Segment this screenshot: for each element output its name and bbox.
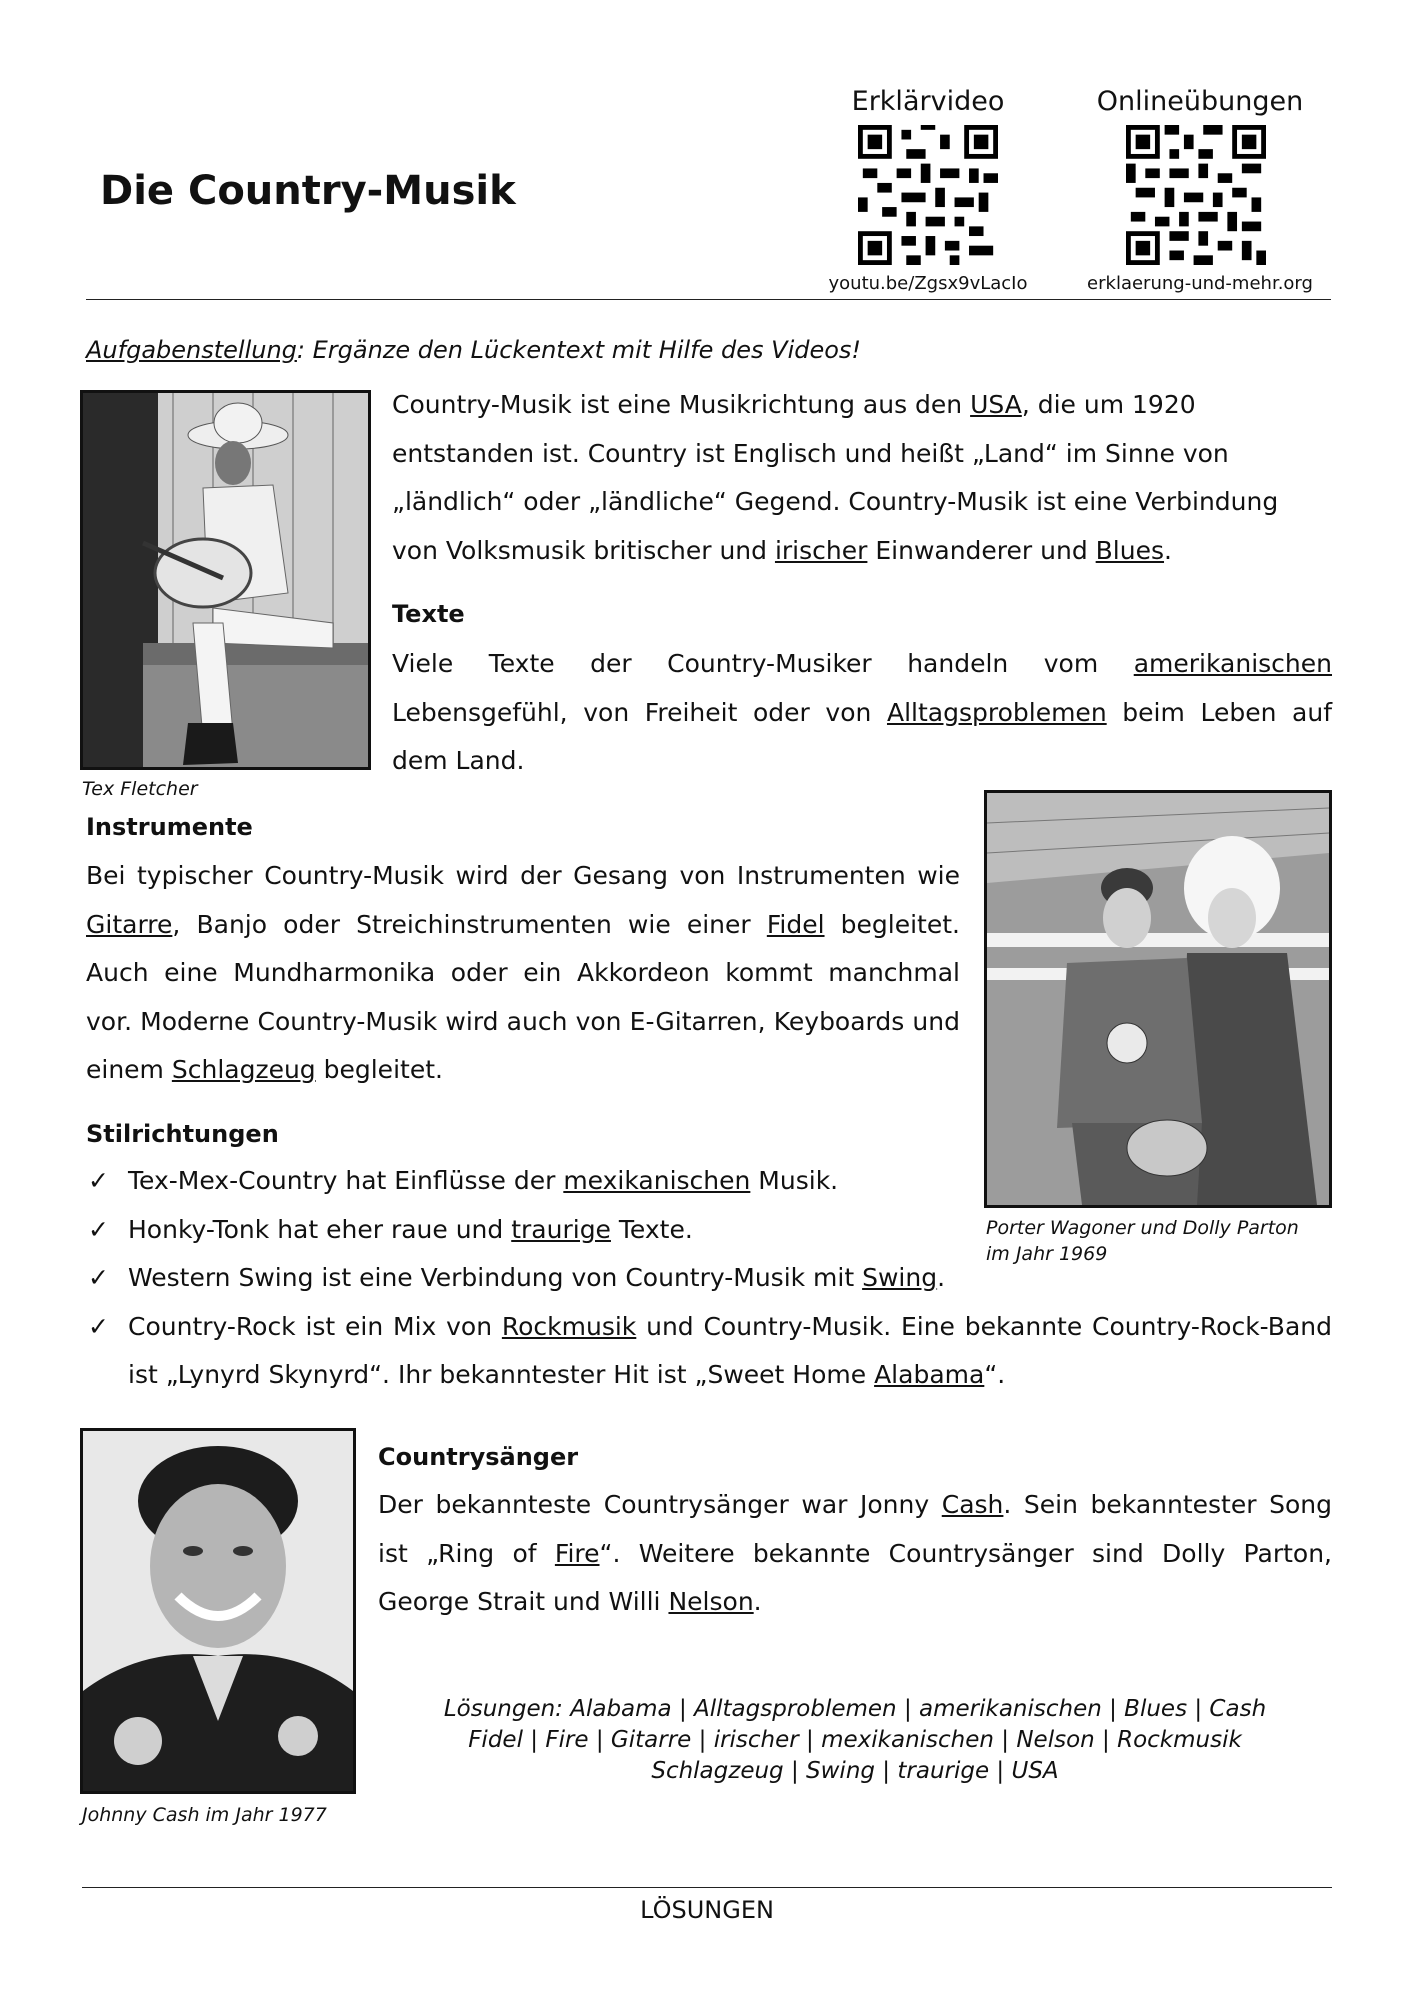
solutions-line-2: Fidel | Fire | Gitarre | irischer | mexikanischen | Nelson | Rockmusik (468, 1727, 1242, 1753)
answer-mexikanischen: mexikanischen (563, 1166, 751, 1195)
solutions-box (378, 1694, 1332, 1787)
list-item: ✓ Honky-Tonk hat eher raue und traurige Texte. (86, 1206, 1332, 1255)
checkmark-icon: ✓ (88, 1214, 109, 1244)
answer-nelson: Nelson (668, 1587, 754, 1616)
duo-portrait-image (987, 793, 1329, 1205)
stilrichtungen-list (86, 1157, 1332, 1400)
qr-exercise-url[interactable]: erklaerung-und-mehr.org (1087, 273, 1313, 294)
photo-johnny-cash (80, 1428, 356, 1794)
singer-portrait-image (83, 1431, 353, 1791)
caption-tex-fletcher: Tex Fletcher (82, 778, 198, 800)
caption-wagoner-parton-line1: Porter Wagoner und Dolly Parton (986, 1217, 1299, 1239)
heading-countrysaenger: Countrysänger (378, 1443, 579, 1471)
answer-swing: Swing (862, 1263, 938, 1292)
answer-gitarre: Gitarre (86, 909, 173, 939)
solutions-line-1: Lösungen: Alabama | Alltagsproblemen | amerikanischen | Blues | Cash (443, 1696, 1267, 1722)
footer-label: LÖSUNGEN (640, 1896, 774, 1924)
qr-video-url[interactable]: youtu.be/Zgsx9vLacIo (828, 273, 1028, 294)
cowboy-guitar-image (83, 393, 368, 767)
photo-wagoner-parton (984, 790, 1332, 1208)
answer-schlagzeug: Schlagzeug (171, 1055, 316, 1084)
answer-usa: USA (970, 390, 1022, 419)
checkmark-icon: ✓ (88, 1311, 109, 1341)
task-label: Aufgabenstellung (86, 336, 297, 364)
instrumente-paragraph: Bei typischer Country-Musik wird der Gesang von Instrumenten wie Gitarre, Banjo oder Streichinstrumenten wie einer Fidel begleitet. Auch eine Mundharmonika oder ein Akkordeon kommt manchmal vor. Moderne Country-Musik wird auch von E-Gitarren, Keyboards und einem Schlagzeug begleitet. (86, 861, 960, 1084)
qr-exercise-label: Onlineübungen (1096, 86, 1304, 117)
answer-alabama: Alabama (874, 1360, 985, 1389)
photo-tex-fletcher (80, 390, 371, 770)
answer-cash: Cash (941, 1490, 1004, 1519)
answer-traurige: traurige (511, 1214, 611, 1244)
answer-alltagsproblemen: Alltagsproblemen (886, 697, 1107, 727)
checkmark-icon: ✓ (88, 1263, 109, 1292)
page-title: Die Country-Musik (100, 168, 516, 214)
heading-texte: Texte (392, 600, 465, 628)
list-item: ✓ Tex-Mex-Country hat Einflüsse der mexikanischen Musik. (86, 1157, 1332, 1206)
answer-fire: Fire (554, 1538, 600, 1568)
heading-stilrichtungen: Stilrichtungen (86, 1120, 279, 1148)
answer-amerikanischen: amerikanischen (1133, 649, 1332, 678)
heading-instrumente: Instrumente (86, 813, 253, 841)
caption-johnny-cash: Johnny Cash im Jahr 1977 (82, 1804, 327, 1826)
caption-wagoner-parton-line2: im Jahr 1969 (986, 1243, 1108, 1265)
task-text: : Ergänze den Lückentext mit Hilfe des Videos! (296, 336, 862, 364)
list-item: ✓ Country-Rock ist ein Mix von Rockmusik und Country-Musik. Eine bekannte Country-Rock-Band ist „Lynyrd Skynyrd“. Ihr bekanntester Hit ist „Sweet Home Alabama“. (86, 1303, 1332, 1400)
qr-code-exercise[interactable] (1126, 125, 1266, 265)
list-item: ✓ Western Swing ist eine Verbindung von Country-Musik mit Swing. (86, 1254, 1332, 1303)
answer-rockmusik: Rockmusik (501, 1311, 637, 1341)
countrysaenger-paragraph: Der bekannteste Countrysänger war Jonny Cash. Sein bekanntester Song ist „Ring of Fire“. Weitere bekannte Countrysänger sind Dolly Parton, George Strait und Willi Nelson. (378, 1490, 1332, 1616)
qr-code-video[interactable] (858, 125, 998, 265)
answer-fidel: Fidel (766, 909, 825, 939)
footer-divider (82, 1887, 1332, 1888)
answer-blues: Blues (1095, 535, 1165, 565)
answer-irischer: irischer (774, 535, 868, 565)
checkmark-icon: ✓ (88, 1166, 109, 1195)
header-divider (86, 299, 1331, 300)
solutions-line-3: Schlagzeug | Swing | traurige | USA (651, 1758, 1059, 1784)
task-instruction (86, 336, 861, 364)
intro-paragraph: Country-Musik ist eine Musikrichtung aus den USA, die um 1920 entstanden ist. Country ist Englisch und heißt „Land“ im Sinne von „ländlich“ oder „ländliche“ Gegend. Country-Musik ist eine Verbindung von Volksmusik britischer und irischer Einwanderer und Blues. (392, 390, 1279, 565)
qr-video-label: Erklärvideo (851, 86, 1005, 117)
texte-paragraph: Viele Texte der Country-Musiker handeln vom amerikanischen Lebensgefühl, von Freiheit oder von Alltagsproblemen beim Leben auf dem Land. (392, 649, 1332, 775)
